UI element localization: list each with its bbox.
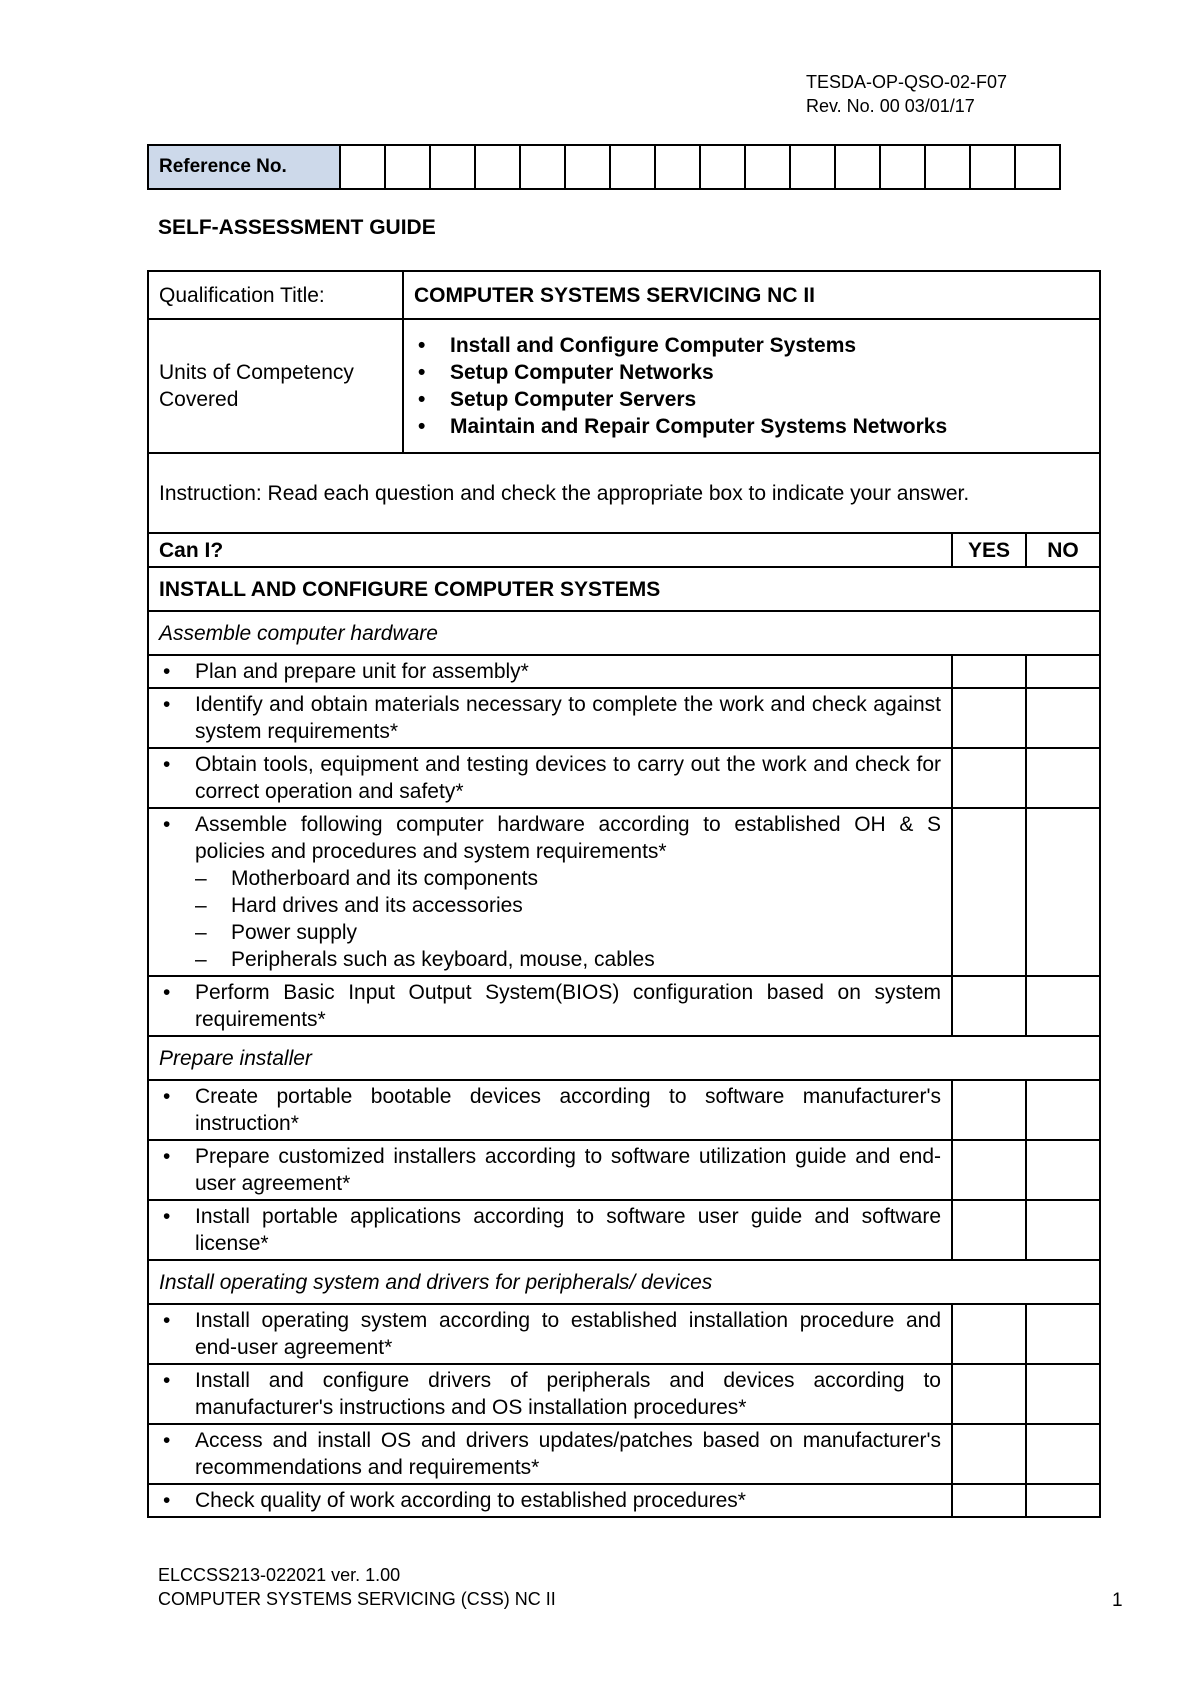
subsection-title: Install operating system and drivers for peripherals/ devices — [148, 1260, 1100, 1304]
question-row — [148, 1080, 1100, 1140]
reference-digit-box[interactable] — [655, 145, 700, 189]
question-text: • Obtain tools, equipment and testing devices to carry out the work and check for correct operation and safety* — [159, 751, 941, 805]
subsection-title: Prepare installer — [148, 1036, 1100, 1080]
section-title: INSTALL AND CONFIGURE COMPUTER SYSTEMS — [148, 567, 1100, 611]
question-subitem: – Peripherals such as keyboard, mouse, cables — [159, 946, 941, 973]
answer-yes-checkbox[interactable] — [952, 748, 1026, 808]
column-header-yes: YES — [952, 533, 1026, 567]
question-cell — [148, 976, 952, 1036]
question-text: • Create portable bootable devices according to software manufacturer's instruction* — [159, 1083, 941, 1137]
reference-digit-box[interactable] — [385, 145, 430, 189]
question-text: • Access and install OS and drivers updates/patches based on manufacturer's recommendations and requirements* — [159, 1427, 941, 1481]
reference-digit-box[interactable] — [475, 145, 520, 189]
document-title: SELF-ASSESSMENT GUIDE — [158, 216, 436, 239]
question-row — [148, 1304, 1100, 1364]
self-assessment-table — [147, 270, 1101, 1518]
question-cell — [148, 655, 952, 688]
column-header-no: NO — [1026, 533, 1100, 567]
answer-no-checkbox[interactable] — [1026, 1140, 1100, 1200]
question-cell — [148, 1140, 952, 1200]
question-cell — [148, 748, 952, 808]
question-text: • Perform Basic Input Output System(BIOS) configuration based on system requirements* — [159, 979, 941, 1033]
revision-number: Rev. No. 00 03/01/17 — [806, 96, 975, 116]
question-cell — [148, 1424, 952, 1484]
reference-number-table — [147, 144, 1061, 190]
answer-yes-checkbox[interactable] — [952, 1484, 1026, 1517]
answer-yes-checkbox[interactable] — [952, 688, 1026, 748]
reference-digit-box[interactable] — [700, 145, 745, 189]
column-header-question: Can I? — [148, 533, 952, 567]
unit-of-competency-item: • Setup Computer Networks — [414, 359, 1089, 386]
reference-digit-box[interactable] — [340, 145, 385, 189]
reference-digit-box[interactable] — [970, 145, 1015, 189]
question-row — [148, 748, 1100, 808]
form-code: TESDA-OP-QSO-02-F07 — [806, 72, 1008, 92]
question-row — [148, 1364, 1100, 1424]
answer-no-checkbox[interactable] — [1026, 1484, 1100, 1517]
reference-digit-box[interactable] — [835, 145, 880, 189]
answer-no-checkbox[interactable] — [1026, 1080, 1100, 1140]
footer-program: COMPUTER SYSTEMS SERVICING (CSS) NC II — [158, 1589, 556, 1609]
question-cell — [148, 1304, 952, 1364]
question-text: • Install operating system according to established installation procedure and end-user agreement* — [159, 1307, 941, 1361]
question-text: • Install portable applications according to software user guide and software license* — [159, 1203, 941, 1257]
answer-no-checkbox[interactable] — [1026, 1200, 1100, 1260]
answer-yes-checkbox[interactable] — [952, 1140, 1026, 1200]
answer-yes-checkbox[interactable] — [952, 976, 1026, 1036]
reference-label: Reference No. — [148, 145, 340, 189]
question-cell — [148, 1200, 952, 1260]
question-text: • Plan and prepare unit for assembly* — [159, 658, 941, 685]
answer-yes-checkbox[interactable] — [952, 1304, 1026, 1364]
answer-no-checkbox[interactable] — [1026, 688, 1100, 748]
footer-doc-code: ELCCSS213-022021 ver. 1.00 — [158, 1565, 401, 1585]
page-number: 1 — [1112, 1590, 1123, 1611]
units-list-cell — [403, 319, 1100, 453]
qualification-value: COMPUTER SYSTEMS SERVICING NC II — [403, 271, 1100, 319]
question-row — [148, 808, 1100, 976]
reference-digit-box[interactable] — [745, 145, 790, 189]
reference-digit-box[interactable] — [610, 145, 655, 189]
question-row — [148, 655, 1100, 688]
answer-no-checkbox[interactable] — [1026, 808, 1100, 976]
reference-digit-box[interactable] — [880, 145, 925, 189]
instruction-text: Instruction: Read each question and check the appropriate box to indicate your answer. — [148, 453, 1100, 533]
question-text: • Assemble following computer hardware according to established OH & S policies and procedures and system requirements* — [159, 811, 941, 865]
unit-of-competency-item: • Setup Computer Servers — [414, 386, 1089, 413]
reference-digit-box[interactable] — [565, 145, 610, 189]
reference-digit-box[interactable] — [790, 145, 835, 189]
question-subitem: – Motherboard and its components — [159, 865, 941, 892]
subsection-title: Assemble computer hardware — [148, 611, 1100, 655]
question-cell — [148, 808, 952, 976]
question-subitem: – Hard drives and its accessories — [159, 892, 941, 919]
question-text: • Prepare customized installers according to software utilization guide and end-user agreement* — [159, 1143, 941, 1197]
question-row — [148, 976, 1100, 1036]
answer-no-checkbox[interactable] — [1026, 1304, 1100, 1364]
unit-of-competency-item: • Install and Configure Computer Systems — [414, 332, 1089, 359]
question-row — [148, 1200, 1100, 1260]
question-cell — [148, 1080, 952, 1140]
question-cell — [148, 688, 952, 748]
reference-digit-box[interactable] — [925, 145, 970, 189]
answer-yes-checkbox[interactable] — [952, 1364, 1026, 1424]
answer-no-checkbox[interactable] — [1026, 655, 1100, 688]
reference-digit-box[interactable] — [520, 145, 565, 189]
question-text: • Identify and obtain materials necessary to complete the work and check against system requirements* — [159, 691, 941, 745]
answer-yes-checkbox[interactable] — [952, 1080, 1026, 1140]
qualification-label: Qualification Title: — [148, 271, 403, 319]
answer-yes-checkbox[interactable] — [952, 1424, 1026, 1484]
question-cell — [148, 1364, 952, 1424]
units-list — [414, 332, 1089, 440]
unit-of-competency-item: • Maintain and Repair Computer Systems Networks — [414, 413, 1089, 440]
units-label: Units of Competency Covered — [148, 319, 403, 453]
reference-digit-box[interactable] — [1015, 145, 1060, 189]
answer-no-checkbox[interactable] — [1026, 1424, 1100, 1484]
answer-yes-checkbox[interactable] — [952, 655, 1026, 688]
answer-no-checkbox[interactable] — [1026, 976, 1100, 1036]
question-text: • Check quality of work according to established procedures* — [159, 1487, 941, 1514]
answer-no-checkbox[interactable] — [1026, 748, 1100, 808]
question-text: • Install and configure drivers of peripherals and devices according to manufacturer's instructions and OS installation procedures* — [159, 1367, 941, 1421]
question-row — [148, 1484, 1100, 1517]
question-cell — [148, 1484, 952, 1517]
reference-digit-box[interactable] — [430, 145, 475, 189]
answer-yes-checkbox[interactable] — [952, 1200, 1026, 1260]
question-subitem: – Power supply — [159, 919, 941, 946]
form-header — [806, 70, 1007, 118]
question-row — [148, 688, 1100, 748]
question-row — [148, 1140, 1100, 1200]
question-row — [148, 1424, 1100, 1484]
page-footer — [158, 1563, 556, 1611]
answer-yes-checkbox[interactable] — [952, 808, 1026, 976]
answer-no-checkbox[interactable] — [1026, 1364, 1100, 1424]
